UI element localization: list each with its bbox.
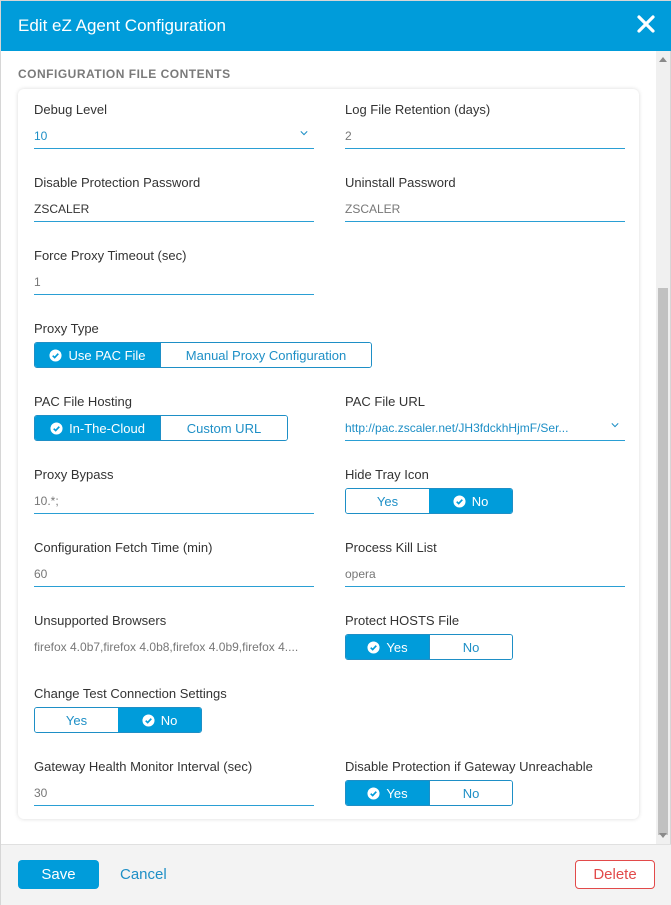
- cancel-button[interactable]: Cancel: [120, 866, 167, 883]
- config-card: [18, 89, 639, 819]
- chevron-down-icon: [300, 129, 308, 137]
- protect-hosts-file-toggle: [345, 634, 513, 660]
- change-test-no-option[interactable]: [118, 708, 201, 732]
- unsupported-browsers-label: Unsupported Browsers: [34, 613, 167, 628]
- force-proxy-timeout-input[interactable]: [34, 269, 314, 295]
- chevron-down-icon: [611, 421, 619, 429]
- scroll-up-arrow[interactable]: [659, 57, 667, 62]
- hide-tray-yes-label: Yes: [376, 493, 399, 509]
- disable-if-unreachable-label: Disable Protection if Gateway Unreachable: [345, 759, 593, 774]
- check-circle-icon: [453, 495, 466, 508]
- check-circle-icon: [367, 787, 380, 800]
- change-test-yes-option[interactable]: [35, 708, 118, 732]
- pac-hosting-cloud-label: In-The-Cloud: [69, 420, 145, 436]
- uninstall-password-input[interactable]: [345, 196, 625, 222]
- hide-tray-yes-option[interactable]: [346, 489, 429, 513]
- log-retention-label: Log File Retention (days): [345, 102, 491, 117]
- proxy-type-use-pac-label: Use PAC File: [68, 347, 146, 363]
- change-test-no-label: No: [160, 712, 178, 728]
- hide-tray-icon-toggle: [345, 488, 513, 514]
- pac-file-url-label: PAC File URL: [345, 394, 425, 409]
- disable-protection-password-label: Disable Protection Password: [34, 175, 201, 190]
- dialog-body: [1, 51, 656, 844]
- config-fetch-time-label: Configuration Fetch Time (min): [34, 540, 213, 555]
- proxy-type-label: Proxy Type: [34, 321, 99, 336]
- protect-hosts-no-option[interactable]: [429, 635, 512, 659]
- proxy-bypass-value: 10.*;: [34, 494, 59, 508]
- check-circle-icon: [367, 641, 380, 654]
- protect-hosts-yes-option[interactable]: [346, 635, 429, 659]
- section-title: CONFIGURATION FILE CONTENTS: [18, 67, 231, 81]
- force-proxy-timeout-value: 1: [34, 275, 41, 289]
- hide-tray-no-label: No: [471, 493, 489, 509]
- dialog-footer: [1, 844, 671, 905]
- unsupported-browsers-value: firefox 4.0b7,firefox 4.0b8,firefox 4.0b9,firefox 4....: [34, 640, 299, 654]
- log-retention-value: 2: [345, 129, 352, 143]
- gateway-health-interval-label: Gateway Health Monitor Interval (sec): [34, 759, 253, 774]
- scroll-down-arrow[interactable]: [659, 833, 667, 838]
- scrollbar[interactable]: [656, 51, 670, 844]
- disable-protection-password-input[interactable]: [34, 196, 314, 222]
- protect-hosts-file-label: Protect HOSTS File: [345, 613, 460, 628]
- check-circle-icon: [142, 714, 155, 727]
- disable-unreachable-yes-label: Yes: [386, 785, 408, 801]
- proxy-type-manual-label: Manual Proxy Configuration: [185, 347, 347, 363]
- pac-file-url-select[interactable]: [345, 415, 625, 441]
- scrollbar-thumb[interactable]: [658, 288, 668, 835]
- disable-if-unreachable-toggle: [345, 780, 513, 806]
- pac-hosting-cloud-option[interactable]: [35, 416, 160, 440]
- force-proxy-timeout-label: Force Proxy Timeout (sec): [34, 248, 187, 263]
- uninstall-password-value: ZSCALER: [345, 202, 401, 216]
- protect-hosts-no-label: No: [462, 639, 480, 655]
- hide-tray-no-option[interactable]: [429, 489, 512, 513]
- hide-tray-icon-label: Hide Tray Icon: [345, 467, 429, 482]
- config-fetch-time-input[interactable]: [34, 561, 314, 587]
- pac-file-url-value: http://pac.zscaler.net/JH3fdckhHjmF/Ser...: [345, 421, 569, 435]
- log-retention-input[interactable]: [345, 123, 625, 149]
- process-kill-list-input[interactable]: [345, 561, 625, 587]
- uninstall-password-label: Uninstall Password: [345, 175, 456, 190]
- proxy-type-use-pac-option[interactable]: [35, 343, 160, 367]
- delete-button[interactable]: Delete: [575, 860, 655, 889]
- disable-unreachable-yes-option[interactable]: [346, 781, 429, 805]
- close-icon[interactable]: [636, 13, 656, 35]
- disable-unreachable-no-option[interactable]: [429, 781, 512, 805]
- disable-protection-password-value: ZSCALER: [34, 202, 90, 216]
- debug-level-label: Debug Level: [34, 102, 107, 117]
- proxy-bypass-input[interactable]: [34, 488, 314, 514]
- pac-hosting-custom-label: Custom URL: [186, 420, 262, 436]
- proxy-bypass-label: Proxy Bypass: [34, 467, 114, 482]
- unsupported-browsers-input[interactable]: [34, 634, 314, 660]
- pac-hosting-custom-option[interactable]: [160, 416, 287, 440]
- change-test-yes-label: Yes: [65, 712, 88, 728]
- change-test-connection-label: Change Test Connection Settings: [34, 686, 227, 701]
- pac-file-hosting-toggle: [34, 415, 288, 441]
- debug-level-select[interactable]: [34, 123, 314, 149]
- dialog-title: Edit eZ Agent Configuration: [18, 16, 226, 35]
- proxy-type-toggle: [34, 342, 372, 368]
- process-kill-list-label: Process Kill List: [345, 540, 437, 555]
- disable-unreachable-no-label: No: [462, 785, 480, 801]
- pac-file-hosting-label: PAC File Hosting: [34, 394, 133, 409]
- gateway-health-interval-value: 30: [34, 786, 48, 800]
- change-test-connection-toggle: [34, 707, 202, 733]
- config-fetch-time-value: 60: [34, 567, 48, 581]
- save-button[interactable]: Save: [18, 860, 99, 889]
- check-circle-icon: [50, 422, 63, 435]
- debug-level-value: 10: [34, 129, 48, 143]
- protect-hosts-yes-label: Yes: [386, 639, 408, 655]
- check-circle-icon: [49, 349, 62, 362]
- process-kill-list-value: opera: [345, 567, 376, 581]
- proxy-type-manual-option[interactable]: [160, 343, 371, 367]
- gateway-health-interval-input[interactable]: [34, 780, 314, 806]
- dialog-header: [1, 1, 671, 51]
